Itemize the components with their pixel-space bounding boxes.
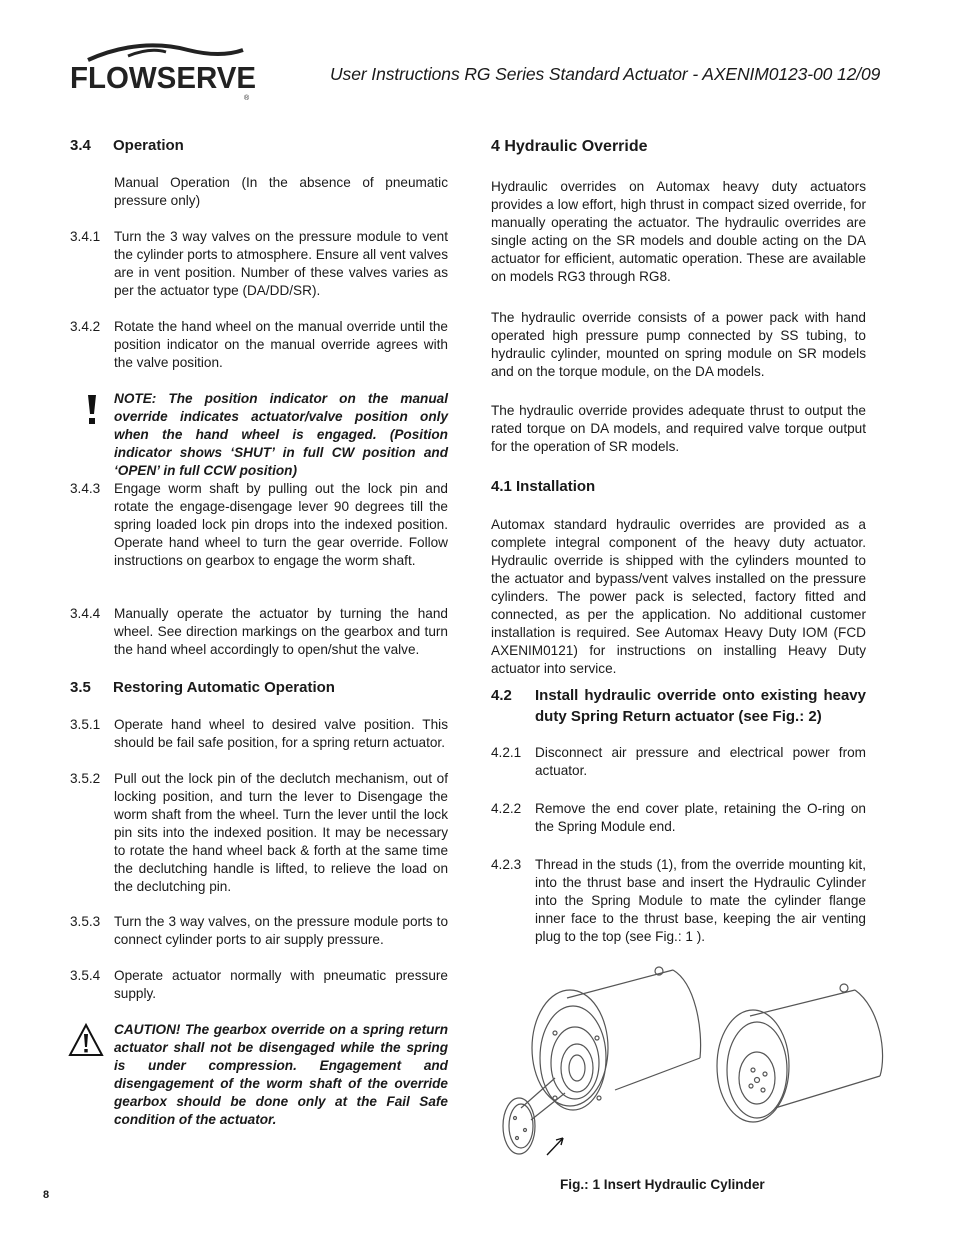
section-4-2-heading: 4.2 Install hydraulic override onto existing heavy duty Spring Return actuator (see Fig.: 2) (491, 687, 866, 725)
step-3-4-4: 3.4.4 Manually operate the actuator by turning the hand wheel. See direction markings on the gearbox and turn the hand wheel accordingly to open/shut the valve. (70, 606, 448, 657)
exclamation-icon (84, 393, 100, 423)
svg-text:FLOWSERVE: FLOWSERVE (70, 60, 256, 95)
figure-caption: Fig.: 1 Insert Hydraulic Cylinder (560, 1177, 765, 1192)
hydraulic-override-intro: Hydraulic overrides on Automax heavy duty actuators provides a low effort, high thrust in compact sized override, for manually operating the actuator. The hydraulic overrides are single acting on the SR models and double acting on the DA actuator for efficient, automatic operation. These are available on models RG3 through RG8. (491, 179, 866, 284)
step-4-2-1: 4.2.1 Disconnect air pressure and electrical power from actuator. (491, 745, 866, 778)
flowserve-logo (68, 42, 258, 104)
step-3-4-2: 3.4.2 Rotate the hand wheel on the manual override until the position indicator on the manual override agrees with the valve position. (70, 319, 448, 370)
manual-operation-intro: Manual Operation (In the absence of pneumatic pressure only) (114, 175, 448, 208)
hydraulic-cylinder-figure (495, 958, 895, 1168)
section-3-5-heading: 3.5 Restoring Automatic Operation (70, 679, 335, 696)
section-3-4-heading: 3.4 Operation (70, 137, 184, 154)
installation-paragraph: Automax standard hydraulic overrides are provided as a complete integral component of the heavy duty actuator. Hydraulic override is shipped with the cylinders mounted to the actuator and bypass/vent valves installed on the pressure cylinders. The power pack is selected, factory fitted and connected, as per the application. No additional customer installation is required. See Automax Heavy Duty IOM (FCD AXENIM0121) for instructions on installing Heavy Duty actuator into service. (491, 517, 866, 676)
step-3-5-4: 3.5.4 Operate actuator normally with pneumatic pressure supply. (70, 968, 448, 1001)
step-4-2-2: 4.2.2 Remove the end cover plate, retaining the O-ring on the Spring Module end. (491, 801, 866, 834)
section-4-heading: 4 Hydraulic Override (491, 138, 648, 155)
svg-text:®: ® (244, 95, 250, 102)
cylinder-with-hydraulic-override-drawing (503, 967, 701, 1155)
step-3-5-1: 3.5.1 Operate hand wheel to desired valve position. This should be fail safe position, for a spring return actuator. (70, 717, 448, 750)
hydraulic-override-thrust: The hydraulic override provides adequate thrust to output the rated torque on DA models, and required valve torque output for the operation of SR models. (491, 403, 866, 454)
step-3-4-3: 3.4.3 Engage worm shaft by pulling out the lock pin and rotate the engage-disengage lever 90 degrees till the spring loaded lock pin drops into the indexed position. Operate hand wheel to turn the gear override. Follow instructions on gearbox to engage the worm shaft. (70, 481, 448, 568)
step-3-4-1: 3.4.1 Turn the 3 way valves on the pressure module to vent the cylinder ports to atmosphere. Ensure all vent valves are in vent position. Number of these valves varies as per the actuator type (DA/DD/SR). (70, 229, 448, 298)
page-number: 8 (43, 1189, 50, 1201)
step-4-2-3: 4.2.3 Thread in the studs (1), from the override mounting kit, into the thrust base and insert the Hydraulic Cylinder into the Spring Module to mate the cylinder flange inner face to the thrust base, keeping the air venting plug to the top (see Fig.: 1 ). (491, 857, 866, 944)
step-3-5-2: 3.5.2 Pull out the lock pin of the declutch mechanism, out of locking position, and turn the lever to Disengage the worm shaft from the wheel. Turn the lever until the lock pin sits into the indexed position. It may be necessary to rotate the hand wheel back & forth at the same time the declutching handle is lifted, to relieve the load on the declutching pin. (70, 771, 448, 894)
section-4-1-heading: 4.1 Installation (491, 478, 596, 495)
cylinder-with-cover-plate-drawing (717, 984, 883, 1122)
caution-gearbox-override: CAUTION! The gearbox override on a spring return actuator shall not be disengaged while the spring is under compression. Engagement and disengagement of the worm shaft of the override gearbox should be done only at the Fail Safe condition of the actuator. (114, 1022, 448, 1127)
hydraulic-override-components: The hydraulic override consists of a power pack with hand operated high pressure pump connected by SS tubing, to hydraulic cylinder, mounted on spring module on SR models and on the torque module, on the DA models. (491, 310, 866, 379)
document-title: User Instructions RG Series Standard Actuator - AXENIM0123-00 12/09 (330, 64, 881, 84)
caution-warning-icon (68, 1023, 104, 1057)
step-3-5-3: 3.5.3 Turn the 3 way valves, on the pressure module ports to connect cylinder ports to air supply pressure. (70, 914, 448, 947)
note-position-indicator: NOTE: The position indicator on the manual override indicates actuator/valve position only when the hand wheel is engaged. (Position indicator shows ‘SHUT’ in full CW position and ‘OPEN’ in full CCW position) (114, 391, 448, 478)
